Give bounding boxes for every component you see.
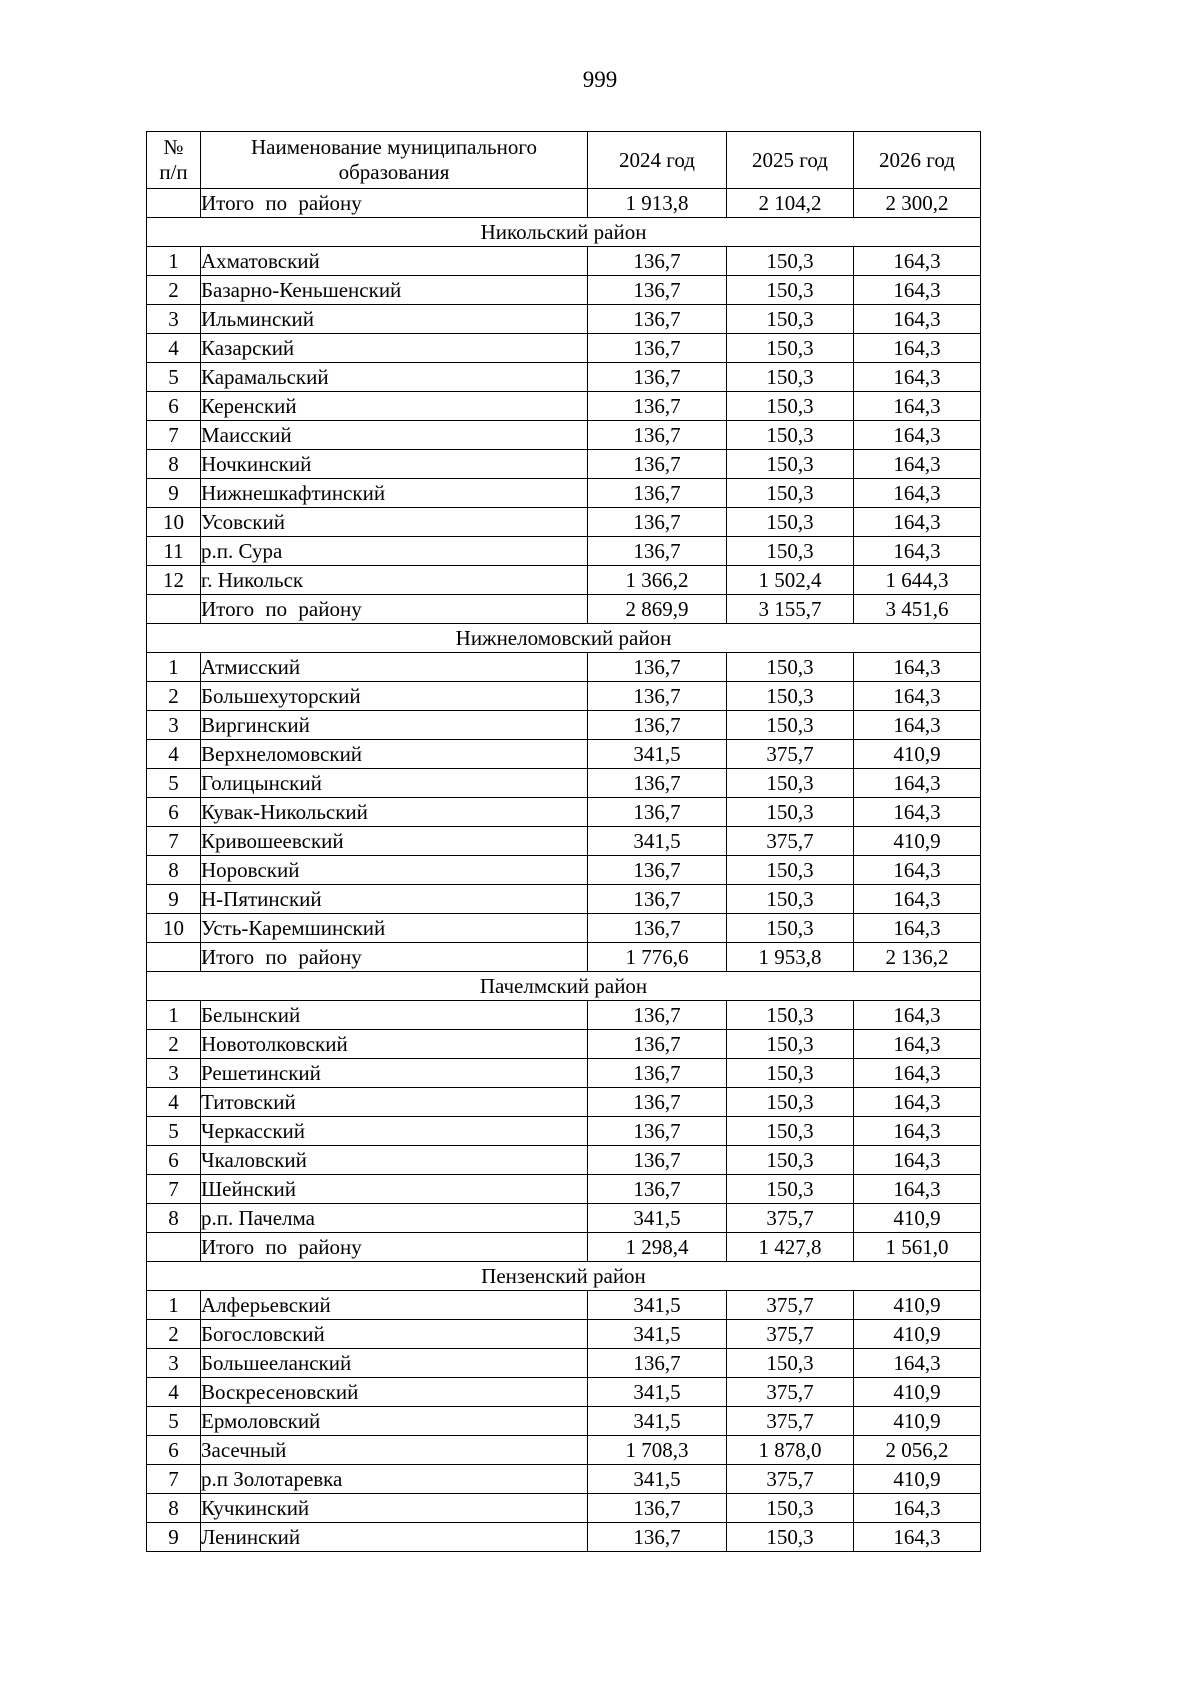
row-number: 7 (147, 1465, 201, 1494)
value-2024: 136,7 (588, 711, 727, 740)
total-label: Итого по району (201, 943, 588, 972)
value-2025: 1 878,0 (727, 1436, 854, 1465)
municipality-name: Чкаловский (201, 1146, 588, 1175)
row-number: 3 (147, 711, 201, 740)
value-2026: 164,3 (854, 1001, 981, 1030)
value-2026: 164,3 (854, 1494, 981, 1523)
value-2026: 164,3 (854, 1059, 981, 1088)
header-row (147, 132, 981, 189)
value-2025: 150,3 (727, 1030, 854, 1059)
row-number: 1 (147, 1291, 201, 1320)
value-2026: 164,3 (854, 682, 981, 711)
table-row (147, 1175, 981, 1204)
municipality-name: Решетинский (201, 1059, 588, 1088)
municipality-name: Виргинский (201, 711, 588, 740)
municipality-name: Верхнеломовский (201, 740, 588, 769)
value-2025: 150,3 (727, 421, 854, 450)
value-2026: 164,3 (854, 305, 981, 334)
row-number: 7 (147, 1175, 201, 1204)
table-row (147, 1059, 981, 1088)
district-name: Нижнеломовский район (147, 624, 981, 653)
value-2026: 164,3 (854, 537, 981, 566)
value-2024: 341,5 (588, 1378, 727, 1407)
municipality-name: Кривошеевский (201, 827, 588, 856)
value-2024: 136,7 (588, 798, 727, 827)
total-value-2025: 1 427,8 (727, 1233, 854, 1262)
value-2026: 410,9 (854, 1378, 981, 1407)
value-2024: 136,7 (588, 1059, 727, 1088)
value-2025: 375,7 (727, 1378, 854, 1407)
value-2024: 136,7 (588, 1146, 727, 1175)
page-number: 999 (582, 67, 618, 92)
value-2025: 150,3 (727, 363, 854, 392)
value-2025: 150,3 (727, 1175, 854, 1204)
value-2024: 136,7 (588, 1001, 727, 1030)
value-2025: 150,3 (727, 1146, 854, 1175)
table-row (147, 392, 981, 421)
table-row (147, 798, 981, 827)
value-2025: 150,3 (727, 537, 854, 566)
municipality-name: Ленинский (201, 1523, 588, 1552)
row-number-empty (147, 189, 201, 218)
value-2026: 164,3 (854, 450, 981, 479)
value-2025: 150,3 (727, 914, 854, 943)
municipality-name: Базарно-Кеньшенский (201, 276, 588, 305)
row-number: 11 (147, 537, 201, 566)
value-2025: 150,3 (727, 769, 854, 798)
municipality-name: Титовский (201, 1088, 588, 1117)
table-row (147, 276, 981, 305)
row-number: 6 (147, 1436, 201, 1465)
municipality-name: Кучкинский (201, 1494, 588, 1523)
header-year-2025: 2025 год (727, 132, 854, 189)
row-number-empty (147, 1233, 201, 1262)
row-number: 2 (147, 1320, 201, 1349)
row-number: 1 (147, 247, 201, 276)
municipality-name: Шейнский (201, 1175, 588, 1204)
value-2025: 150,3 (727, 247, 854, 276)
value-2024: 136,7 (588, 769, 727, 798)
row-number-empty (147, 595, 201, 624)
table-row (147, 1088, 981, 1117)
value-2026: 164,3 (854, 1030, 981, 1059)
total-value-2025: 1 953,8 (727, 943, 854, 972)
value-2025: 150,3 (727, 305, 854, 334)
row-number: 4 (147, 1378, 201, 1407)
district-header-row (147, 1262, 981, 1291)
municipality-name: Алферьевский (201, 1291, 588, 1320)
value-2025: 150,3 (727, 1088, 854, 1117)
value-2024: 136,7 (588, 1117, 727, 1146)
municipality-name: Н-Пятинский (201, 885, 588, 914)
table-row (147, 247, 981, 276)
value-2026: 1 644,3 (854, 566, 981, 595)
municipality-name: Белынский (201, 1001, 588, 1030)
value-2025: 150,3 (727, 711, 854, 740)
table-row (147, 363, 981, 392)
value-2024: 136,7 (588, 856, 727, 885)
value-2025: 375,7 (727, 1204, 854, 1233)
row-number: 2 (147, 276, 201, 305)
municipality-name: Голицынский (201, 769, 588, 798)
value-2024: 136,7 (588, 1175, 727, 1204)
row-number: 1 (147, 1001, 201, 1030)
table-row (147, 508, 981, 537)
table-row (147, 769, 981, 798)
municipality-name: р.п Золотаревка (201, 1465, 588, 1494)
table-row (147, 1117, 981, 1146)
value-2026: 164,3 (854, 421, 981, 450)
municipality-name: р.п. Пачелма (201, 1204, 588, 1233)
value-2024: 136,7 (588, 1088, 727, 1117)
value-2024: 341,5 (588, 1407, 727, 1436)
value-2026: 410,9 (854, 1465, 981, 1494)
table-row (147, 1465, 981, 1494)
value-2024: 136,7 (588, 479, 727, 508)
row-number: 3 (147, 1059, 201, 1088)
district-total-row (147, 189, 981, 218)
municipality-name: Карамальский (201, 363, 588, 392)
value-2025: 150,3 (727, 1059, 854, 1088)
municipality-name: Черкасский (201, 1117, 588, 1146)
table-row (147, 1494, 981, 1523)
district-name: Никольский район (147, 218, 981, 247)
table-row (147, 1349, 981, 1378)
row-number: 12 (147, 566, 201, 595)
value-2025: 375,7 (727, 1291, 854, 1320)
header-year-2024: 2024 год (588, 132, 727, 189)
row-number: 5 (147, 1407, 201, 1436)
header-number (147, 132, 201, 189)
table-row (147, 421, 981, 450)
table-header (147, 132, 981, 189)
value-2025: 1 502,4 (727, 566, 854, 595)
value-2026: 410,9 (854, 740, 981, 769)
value-2024: 341,5 (588, 827, 727, 856)
value-2024: 136,7 (588, 305, 727, 334)
table-row (147, 711, 981, 740)
row-number: 2 (147, 1030, 201, 1059)
value-2024: 1 366,2 (588, 566, 727, 595)
value-2026: 164,3 (854, 653, 981, 682)
value-2026: 164,3 (854, 1175, 981, 1204)
table-row (147, 856, 981, 885)
header-year-2026: 2026 год (854, 132, 981, 189)
value-2026: 164,3 (854, 914, 981, 943)
table-row (147, 566, 981, 595)
value-2024: 136,7 (588, 653, 727, 682)
value-2024: 136,7 (588, 421, 727, 450)
value-2025: 150,3 (727, 885, 854, 914)
total-value-2026: 2 300,2 (854, 189, 981, 218)
row-number: 8 (147, 856, 201, 885)
municipality-name: Атмисский (201, 653, 588, 682)
municipality-name: Ночкинский (201, 450, 588, 479)
table-row (147, 914, 981, 943)
value-2025: 150,3 (727, 450, 854, 479)
value-2026: 164,3 (854, 479, 981, 508)
value-2024: 341,5 (588, 1204, 727, 1233)
table-row (147, 1523, 981, 1552)
total-value-2025: 2 104,2 (727, 189, 854, 218)
value-2026: 164,3 (854, 392, 981, 421)
row-number: 4 (147, 1088, 201, 1117)
value-2025: 150,3 (727, 1349, 854, 1378)
header-number-abbr: п/п (159, 160, 188, 184)
total-value-2024: 1 776,6 (588, 943, 727, 972)
municipality-name: Усть-Каремшинский (201, 914, 588, 943)
value-2026: 410,9 (854, 827, 981, 856)
municipality-name: г. Никольск (201, 566, 588, 595)
municipality-name: Норовский (201, 856, 588, 885)
district-header-row (147, 624, 981, 653)
table-row (147, 479, 981, 508)
value-2025: 150,3 (727, 856, 854, 885)
table-row (147, 1204, 981, 1233)
value-2026: 164,3 (854, 508, 981, 537)
row-number: 4 (147, 740, 201, 769)
municipality-name: Кувак-Никольский (201, 798, 588, 827)
value-2026: 164,3 (854, 1146, 981, 1175)
value-2025: 150,3 (727, 798, 854, 827)
value-2026: 164,3 (854, 1117, 981, 1146)
value-2026: 410,9 (854, 1204, 981, 1233)
row-number: 8 (147, 1494, 201, 1523)
value-2025: 375,7 (727, 740, 854, 769)
value-2024: 136,7 (588, 682, 727, 711)
table-row (147, 1320, 981, 1349)
value-2025: 150,3 (727, 392, 854, 421)
value-2025: 375,7 (727, 1320, 854, 1349)
row-number: 6 (147, 798, 201, 827)
value-2024: 136,7 (588, 334, 727, 363)
total-value-2024: 1 298,4 (588, 1233, 727, 1262)
row-number: 8 (147, 450, 201, 479)
total-value-2024: 2 869,9 (588, 595, 727, 624)
value-2024: 136,7 (588, 450, 727, 479)
municipality-name: Большееланский (201, 1349, 588, 1378)
row-number: 7 (147, 827, 201, 856)
row-number: 3 (147, 1349, 201, 1378)
municipality-name: Богословский (201, 1320, 588, 1349)
municipality-name: Казарский (201, 334, 588, 363)
value-2026: 164,3 (854, 334, 981, 363)
row-number: 5 (147, 363, 201, 392)
value-2024: 136,7 (588, 1523, 727, 1552)
row-number: 5 (147, 1117, 201, 1146)
value-2025: 150,3 (727, 508, 854, 537)
value-2024: 136,7 (588, 1030, 727, 1059)
value-2026: 164,3 (854, 856, 981, 885)
municipality-name: Новотолковский (201, 1030, 588, 1059)
value-2024: 136,7 (588, 537, 727, 566)
table-row (147, 1001, 981, 1030)
row-number: 9 (147, 1523, 201, 1552)
table-row (147, 537, 981, 566)
total-label: Итого по району (201, 595, 588, 624)
district-total-row (147, 943, 981, 972)
value-2025: 150,3 (727, 334, 854, 363)
total-value-2026: 3 451,6 (854, 595, 981, 624)
total-value-2025: 3 155,7 (727, 595, 854, 624)
district-total-row (147, 595, 981, 624)
municipality-name: Маисский (201, 421, 588, 450)
value-2024: 136,7 (588, 914, 727, 943)
district-header-row (147, 972, 981, 1001)
municipality-name: Керенский (201, 392, 588, 421)
table-row (147, 1146, 981, 1175)
value-2026: 164,3 (854, 1349, 981, 1378)
row-number: 10 (147, 508, 201, 537)
value-2026: 410,9 (854, 1291, 981, 1320)
value-2026: 164,3 (854, 885, 981, 914)
total-value-2026: 1 561,0 (854, 1233, 981, 1262)
value-2026: 410,9 (854, 1407, 981, 1436)
value-2026: 164,3 (854, 711, 981, 740)
value-2025: 150,3 (727, 276, 854, 305)
row-number: 8 (147, 1204, 201, 1233)
table-row (147, 1407, 981, 1436)
row-number: 1 (147, 653, 201, 682)
table-row (147, 1378, 981, 1407)
total-label: Итого по району (201, 189, 588, 218)
municipality-name: Ильминский (201, 305, 588, 334)
municipality-name: Ахматовский (201, 247, 588, 276)
district-total-row (147, 1233, 981, 1262)
district-name: Пензенский район (147, 1262, 981, 1291)
row-number-empty (147, 943, 201, 972)
value-2024: 1 708,3 (588, 1436, 727, 1465)
value-2026: 410,9 (854, 1320, 981, 1349)
row-number: 9 (147, 885, 201, 914)
row-number: 5 (147, 769, 201, 798)
value-2025: 150,3 (727, 1523, 854, 1552)
value-2026: 2 056,2 (854, 1436, 981, 1465)
value-2024: 136,7 (588, 885, 727, 914)
value-2024: 341,5 (588, 740, 727, 769)
value-2024: 136,7 (588, 392, 727, 421)
value-2025: 375,7 (727, 1407, 854, 1436)
value-2024: 341,5 (588, 1465, 727, 1494)
value-2025: 150,3 (727, 1001, 854, 1030)
value-2026: 164,3 (854, 276, 981, 305)
district-name: Пачелмский район (147, 972, 981, 1001)
value-2025: 375,7 (727, 1465, 854, 1494)
header-name: Наименование муниципального образования (201, 132, 588, 189)
value-2025: 150,3 (727, 653, 854, 682)
value-2025: 150,3 (727, 682, 854, 711)
row-number: 7 (147, 421, 201, 450)
district-header-row (147, 218, 981, 247)
row-number: 4 (147, 334, 201, 363)
municipality-name: Засечный (201, 1436, 588, 1465)
table-row (147, 740, 981, 769)
value-2026: 164,3 (854, 1523, 981, 1552)
municipality-name: р.п. Сура (201, 537, 588, 566)
table-row (147, 450, 981, 479)
row-number: 3 (147, 305, 201, 334)
value-2024: 136,7 (588, 508, 727, 537)
row-number: 2 (147, 682, 201, 711)
table-body (147, 189, 981, 1552)
table-row (147, 305, 981, 334)
row-number: 6 (147, 1146, 201, 1175)
row-number: 10 (147, 914, 201, 943)
table-row (147, 1030, 981, 1059)
row-number: 6 (147, 392, 201, 421)
total-label: Итого по району (201, 1233, 588, 1262)
row-number: 9 (147, 479, 201, 508)
value-2024: 136,7 (588, 363, 727, 392)
value-2026: 164,3 (854, 769, 981, 798)
table-row (147, 1436, 981, 1465)
municipality-name: Большехуторский (201, 682, 588, 711)
value-2026: 164,3 (854, 247, 981, 276)
value-2025: 375,7 (727, 827, 854, 856)
table-row (147, 682, 981, 711)
table-row (147, 885, 981, 914)
table-row (147, 653, 981, 682)
total-value-2026: 2 136,2 (854, 943, 981, 972)
value-2026: 164,3 (854, 363, 981, 392)
table-row (147, 1291, 981, 1320)
value-2024: 136,7 (588, 247, 727, 276)
municipality-name: Воскресеновский (201, 1378, 588, 1407)
municipality-name: Ермоловский (201, 1407, 588, 1436)
value-2026: 164,3 (854, 1088, 981, 1117)
value-2024: 341,5 (588, 1320, 727, 1349)
value-2025: 150,3 (727, 479, 854, 508)
value-2024: 341,5 (588, 1291, 727, 1320)
header-number-symbol: № (163, 135, 184, 159)
budget-table (146, 131, 981, 1552)
value-2025: 150,3 (727, 1494, 854, 1523)
value-2024: 136,7 (588, 1494, 727, 1523)
table-row (147, 334, 981, 363)
value-2024: 136,7 (588, 1349, 727, 1378)
table-row (147, 827, 981, 856)
value-2026: 164,3 (854, 798, 981, 827)
value-2025: 150,3 (727, 1117, 854, 1146)
total-value-2024: 1 913,8 (588, 189, 727, 218)
municipality-name: Усовский (201, 508, 588, 537)
municipality-name: Нижнешкафтинский (201, 479, 588, 508)
value-2024: 136,7 (588, 276, 727, 305)
